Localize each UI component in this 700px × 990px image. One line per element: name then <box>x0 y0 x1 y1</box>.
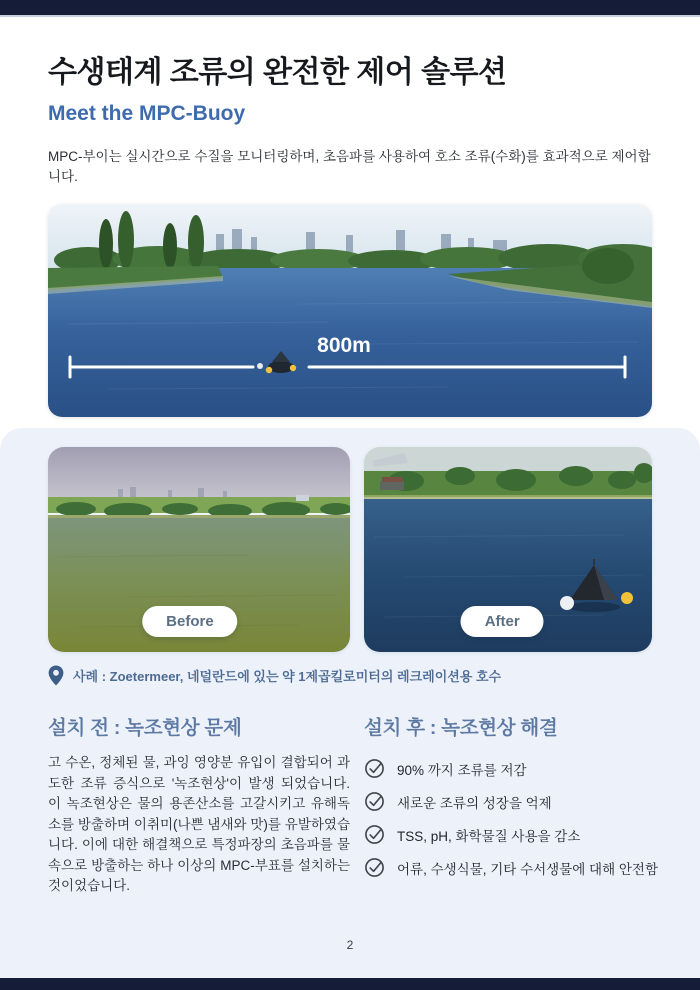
check-circle-icon <box>364 824 385 845</box>
check-circle-icon <box>364 857 385 878</box>
problem-heading: 설치 전 : 녹조현상 문제 <box>48 717 242 739</box>
after-photo <box>364 447 652 652</box>
check-circle-icon <box>364 791 385 812</box>
before-after-columns <box>48 712 658 897</box>
page-title: 수생태계 조류의 완전한 제어 솔루션 <box>48 56 507 89</box>
benefit-text: 새로운 조류의 성장을 억제 <box>397 795 552 811</box>
case-study-panel <box>0 428 700 990</box>
before-photo <box>48 447 350 652</box>
case-note-row <box>48 665 652 686</box>
benefit-text: TSS, pH, 화학물질 사용을 감소 <box>397 828 581 844</box>
page-number: 2 <box>346 938 354 952</box>
benefit-text: 90% 까지 조류를 저감 <box>397 762 527 778</box>
lake-photo-illustration <box>48 204 652 417</box>
main-content <box>0 47 700 449</box>
distance-label: 800m <box>317 334 371 357</box>
bottom-accent-bar <box>0 978 700 990</box>
problem-column <box>48 712 350 897</box>
location-pin-icon <box>48 665 64 686</box>
benefit-item <box>364 824 652 845</box>
page-subtitle: Meet the MPC-Buoy <box>48 102 246 125</box>
solution-column <box>364 712 658 897</box>
solution-heading: 설치 후 : 녹조현상 해결 <box>364 717 558 739</box>
case-note-text: 사례 : Zoetermeer, 네덜란드에 있는 약 1제곱킬로미터의 레크레이션용 호수 <box>73 669 502 684</box>
check-circle-icon <box>364 758 385 779</box>
benefit-item <box>364 791 652 812</box>
benefit-text: 어류, 수생식물, 기타 수서생물에 대해 안전함 <box>397 861 658 877</box>
farm-buildings <box>380 477 404 490</box>
farm-building <box>296 495 309 501</box>
lake-aerial-photo <box>48 204 652 417</box>
benefit-list <box>364 758 658 878</box>
intro-text: MPC-부이는 실시간으로 수질을 모니터링하며, 초음파를 사용하여 호소 조류(수화)를 효과적으로 제어합니다. <box>48 149 651 184</box>
top-accent-bar <box>0 0 700 17</box>
benefit-item <box>364 857 658 878</box>
before-badge: Before <box>142 606 238 637</box>
problem-body: 고 수온, 정체된 물, 과잉 영양분 유입이 결합되어 과도한 조류 증식으로 '녹조현상'이 발생 되었습니다. 이 녹조현상은 물의 용존산소를 고갈시키고 유해독소를 방출하며 이취미(나쁜 냄새와 맛)를 유발하였습니다. 이에 대한 해결책으로 특정파장의 초음파를 물 속으로 방출하는 하나 이상의 MPC-부표를 설치하는 것이었습니다. <box>48 755 350 893</box>
benefit-item <box>364 758 652 779</box>
before-after-photos <box>48 447 652 652</box>
after-badge: After <box>461 606 544 637</box>
